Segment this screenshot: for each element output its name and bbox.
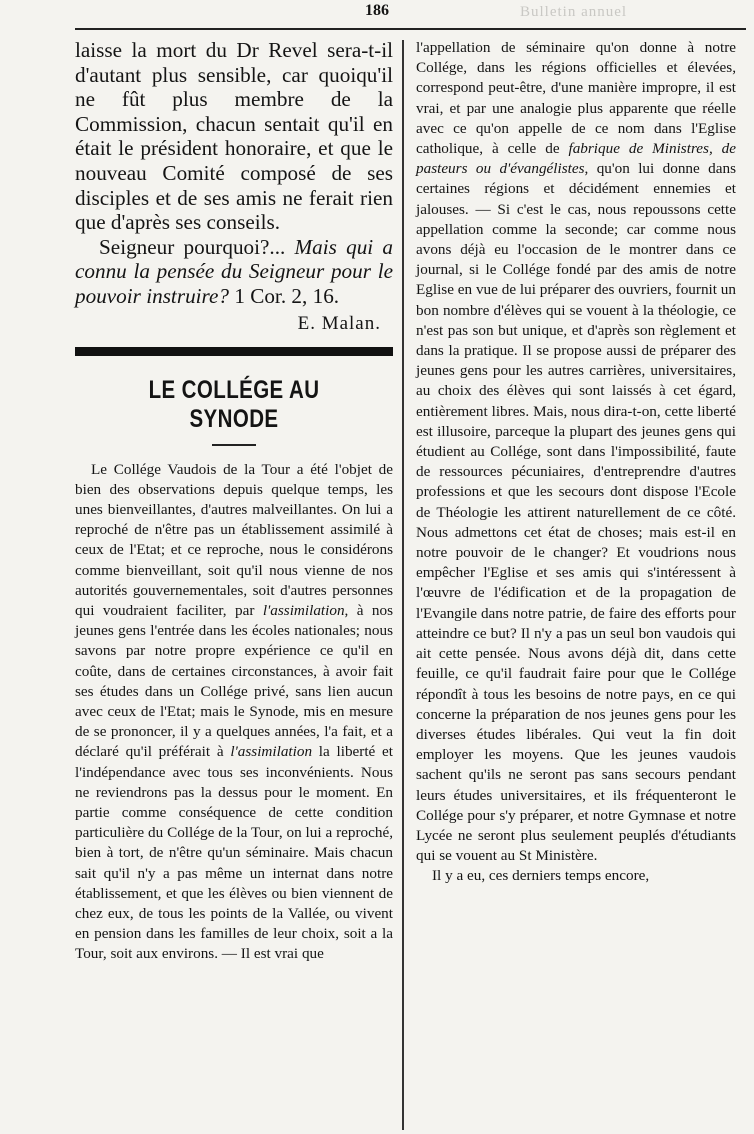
header-rule	[75, 28, 746, 30]
left-column	[75, 38, 393, 965]
article-text: la liberté et l'indépendance avec tous ses inconvénients. Nous ne reviendrons pas la dessus pour le moment. En partie comme conséquence de cette condition particulière du Collége de la Tour, on lui a reproché, bien à tort, de n'être qu'un séminaire. Mais chacun sait qu'il n'y a pas même un internat dans notre établissement, et que les élèves ou bien viennent de chez eux, de tous les points de la Vallée, ou vivent en pension dans les familles de leur choix, soit a la Tour, soit aux environs. — Il est vrai que	[75, 743, 393, 963]
scripture-quote	[75, 235, 393, 309]
column-divider	[402, 40, 404, 1130]
quote-lead: Seigneur pourquoi?...	[99, 234, 295, 259]
article-text: , à nos jeunes gens l'entrée dans les écoles nationales; nous savons par notre propre expérience ce qu'il en coûte, dans de certaines circonstances, à avoir fait ses études dans un Collége privé, sans lien aucun avec ceux de l'Etat; mais le Synode, mis en mesure de se prononcer, il y a quelques années, l'a fait, et a déclaré qu'il préférait à	[75, 601, 394, 761]
article-text: l'appellation de séminaire qu'on donne à notre Collége, dans les régions officielles et élevées, correspond peut-être, d'une manière impropre, il est vrai, et par une analogie plus apparente que réelle avec ce qu'on appelle de ce nom dans l'Eglise catholique, à celle de	[416, 39, 736, 158]
obituary-text: laisse la mort du Dr Revel sera-t-il d'autant plus sensible, car quoiqu'il ne fût plus membre de la Commission, chacun sentait qu'il en était le président honoraire, et que le nouveau Comité composé de ses disciples et de ses amis ne ferait rien que d'après ses conseils.	[75, 38, 393, 235]
article-text: Le Collége Vaudois de la Tour a été l'objet de bien des observations depuis quelque temps, les unes bienveillantes, d'autres malveillantes. On lui a reproché de n'être pas un établissement assimilé à ceux de l'Etat; et ce reproche, nous le considérons comme bienveillant, soit qu'il nous vienne de nos autorités gouvernementales, soit d'autres personnes qui voudraient faciliter, par	[75, 460, 393, 619]
article-emphasis: l'assimilation	[230, 743, 313, 761]
article-emphasis: fabrique de Ministres, de pasteurs ou d'évangélistes	[416, 140, 736, 178]
title-underline	[212, 444, 256, 446]
article-text: , qu'on lui donne dans certaines régions et décidément ennemies et jalouses. — Si c'est le cas, nous repoussons cette appellation comme la seconde; car comme nous avons déjà eu l'occasion de le montrer dans ce journal, si le Collége fondé par des amis de notre Eglise en vue de lui préparer des ouvriers, fournit un bon nombre d'élèves qui se vouent à la théologie, ce n'est pas son but unique, et d'après son règlement et dans la pratique. Il se propose aussi de préparer des jeunes gens pour les autres carrières, universitaires, au choix des élèves qui sont laissés à cet égard, entièrement libres. Mais, nous dira-t-on, cette liberté est illusoire, parceque la plupart des jeunes gens qui étudient au Collége, sont dans l'impossibilité, faute de ressources pécuniaires, d'entreprendre d'autres professions et que les secours dont dispose l'Ecole de Théologie les attirent naturellement de ce côté. Nous admettons cet état de choses; mais est-il en notre pouvoir de le changer? Et voudrions nous empêcher l'Eglise et ses amis qui s'intéressent à l'œuvre de l'édification et de la propagation de l'Evangile dans notre patrie, de faire des efforts pour atteindre ce but? Il n'y a pas un seul bon vaudois qui ait cette pensée. Nous avons déjà dit, dans cette feuille, ce qu'il faudrait faire pour que le Collége répondît à tous les besoins de notre pays, en ce qui concerne la préparation de nos jeunes gens pour les diverses études libérales. Qui veut la fin doit employer les moyens. Que les jeunes vaudois sachent qu'ils ne seront pas sans secours pendant leurs études universitaires, et ils fréquenteront le Collége pour s'y préparer, et notre Gymnase et notre Lycée ne seront plus seulement peuplés d'étudiants qui se vouent au St Ministère.	[416, 160, 736, 865]
section-divider	[75, 347, 393, 356]
article-continuation	[416, 38, 736, 866]
article-emphasis: l'assimilation	[262, 601, 345, 619]
bleed-through-text: Bulletin annuel	[520, 4, 628, 20]
article-paragraph-last: Il y a eu, ces derniers temps encore,	[432, 867, 650, 885]
page-number: 186	[365, 2, 389, 19]
article-title: LE COLLÉGE AU SYNODE	[148, 375, 320, 433]
signature: E. Malan.	[297, 312, 381, 334]
quote-italic: Mais qui a connu la pensée du Seigneur pour le pouvoir instruire?	[75, 234, 393, 308]
quote-reference: 1 Cor. 2, 16.	[229, 283, 340, 308]
article-paragraph	[75, 460, 393, 965]
right-column	[416, 38, 736, 887]
